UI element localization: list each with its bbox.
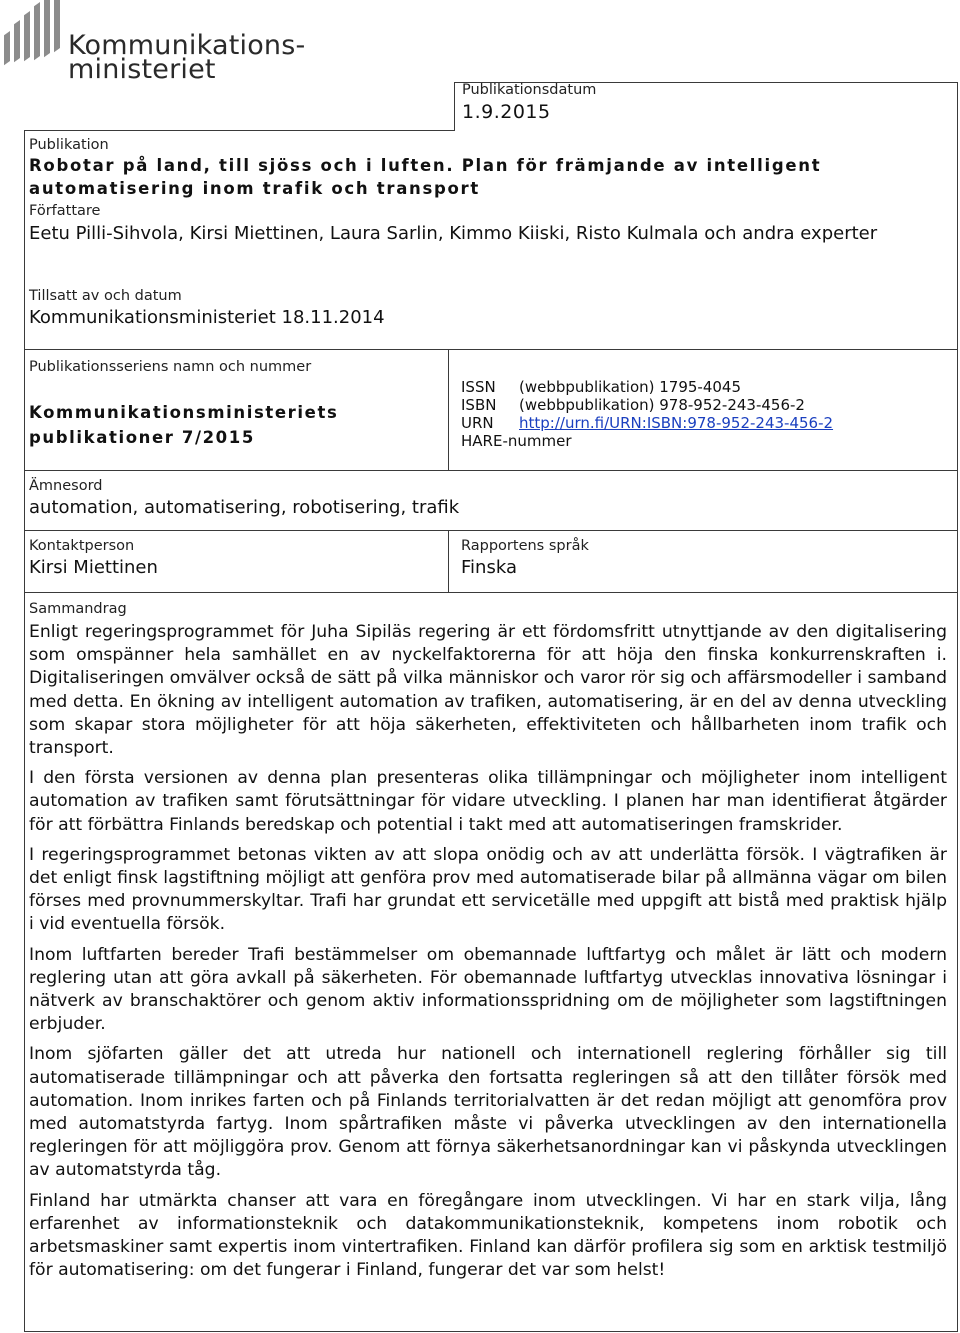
logo-line-1: Kommunikations- [68, 30, 306, 61]
summary-paragraph-2: I den första versionen av denna plan presenteras olika tillämpningar och möjligheter inom intelligent automation av trafiken samt förutsättningar för vidare utveckling. I planen har man identifierat åtgärder för att förbättra Finlands beredskap och potential i takt med att automatiseringen framskrider. [29, 768, 947, 835]
logo-line-2: ministeriet [68, 54, 216, 85]
row-divider-2 [24, 470, 958, 471]
identifier-key: ISBN [461, 396, 497, 414]
identifier-key: ISSN [461, 378, 496, 396]
summary-paragraph-6: Finland har utmärkta chanser att vara en föregångare inom utvecklingen. Vi har en stark vilja, lång erfarenhet av informationsteknik och datakommunikationsteknik, kompetens inom robotik och arbetsmaskiner samt expertis inom vintertrafiken. Finland kan därför profilera sig som en arktisk testmiljö för automatisering: om det fungerar i Finland, fungerar det var som helst! [29, 1190, 947, 1281]
summary-paragraph-1: Enligt regeringsprogrammet för Juha Sipiläs regering är ett fördomsfritt utnyttjande av den digitalisering som omspänner hela samhället en av nyckelfaktorerna för att höja den finska konkurrenskraften i. Digitaliseringen omvälver också de sätt på vilka människor och varor rör sig och affärsmodeller i samband med detta. En ökning av intelligent automation av trafiken, automatisering, är en del av denna utveckling som skapar stora möjligheter för att höja säkerheten, effektiviteten och hållbarheten inom trafik och transport. [29, 622, 947, 759]
row-divider-1 [24, 349, 958, 350]
urn-link[interactable]: http://urn.fi/URN:ISBN:978-952-243-456-2 [519, 414, 834, 432]
identifier-key: URN [461, 414, 494, 432]
language-label: Rapportens språk [461, 538, 589, 554]
identifiers-list [461, 378, 951, 450]
frame-top-main [24, 130, 455, 131]
series-label: Publikationsseriens namn och nummer [29, 359, 312, 375]
keywords-label: Ämnesord [29, 478, 103, 494]
summary-paragraph-4: Inom luftfarten bereder Trafi bestämmelser om obemannade luftfartyg och målet är lätt och modern reglering utan att göra avkall på säkerheten. För obemannade luftfartyg utvecklas innovativa lösningar i nätverk av branschaktörer och genom aktiv informationsspridning om de möjligheter som lagstiftningen erbjuder. [29, 944, 947, 1035]
language-value: Finska [461, 557, 517, 578]
row-divider-3 [24, 530, 958, 531]
publication-label: Publikation [29, 137, 109, 153]
appointed-value: Kommunikationsministeriet 18.11.2014 [29, 307, 385, 328]
summary-paragraph-5: Inom sjöfarten gäller det att utreda hur nationell och internationell reglering förhåller sig till automatiserade tillämpningar och att påverka den fortsatta regleringen så att den tillåter försök med automation. Inom inrikes farten och på Finlands territorialvatten är det redan möjligt att genomföra prov med automatstyrda fartyg. Inom spårtrafiken måste vi påverka utvecklingen av den internationella regleringen för att möjliggöra prov. Genom att förnya säkerhetsanordningar kan vi påskynda utvecklingen av automatstyrda tåg. [29, 1044, 947, 1181]
identifier-key: HARE-nummer [461, 432, 572, 450]
col-divider-contact [448, 530, 449, 592]
pub-date-label: Publikationsdatum [462, 82, 597, 98]
col-divider-series [448, 349, 449, 470]
identifier-row-urn [461, 414, 951, 432]
authors-value: Eetu Pilli-Sihvola, Kirsi Miettinen, Laura Sarlin, Kimmo Kiiski, Risto Kulmala och andra experter [29, 223, 878, 244]
row-divider-4 [24, 592, 958, 593]
summary-paragraph-3: I regeringsprogrammet betonas vikten av att slopa onödig och av att underlätta försök. I vägtrafiken är det enligt finsk lagstiftning möjligt att genföra prov med automatiserade bilar på allmänna vägar om bilen förses med provnummerskyltar. Trafi har grundat ett servicetälle med uppgift att bistå med praktisk hjälp i vid eventuella försök. [29, 844, 947, 935]
summary-label: Sammandrag [29, 601, 127, 617]
identifier-value: (webbpublikation) 1795-4045 [519, 378, 742, 396]
identifier-row-hare [461, 432, 951, 450]
contact-label: Kontaktperson [29, 538, 135, 554]
frame-left [24, 130, 25, 1332]
summary-body [29, 621, 947, 1289]
keywords-value: automation, automatisering, robotisering, trafik [29, 497, 460, 518]
series-value: Kommunikationsministeriets publikationer 7/2015 [29, 403, 339, 447]
frame-date-left [454, 82, 455, 130]
frame-bottom [24, 1331, 958, 1332]
pub-date-value: 1.9.2015 [462, 101, 551, 123]
ministry-logo [0, 0, 320, 85]
contact-value: Kirsi Miettinen [29, 557, 158, 578]
appointed-label: Tillsatt av och datum [29, 288, 182, 304]
frame-right [957, 82, 958, 1332]
publication-title: Robotar på land, till sjöss och i luften. Plan för främjande av intelligent automatisering inom trafik och transport [29, 156, 822, 198]
identifier-row-isbn [461, 396, 951, 414]
authors-label: Författare [29, 203, 101, 219]
identifier-value: (webbpublikation) 978-952-243-456-2 [519, 396, 805, 414]
logo-emblem-icon [0, 0, 66, 84]
identifier-row-issn [461, 378, 951, 396]
